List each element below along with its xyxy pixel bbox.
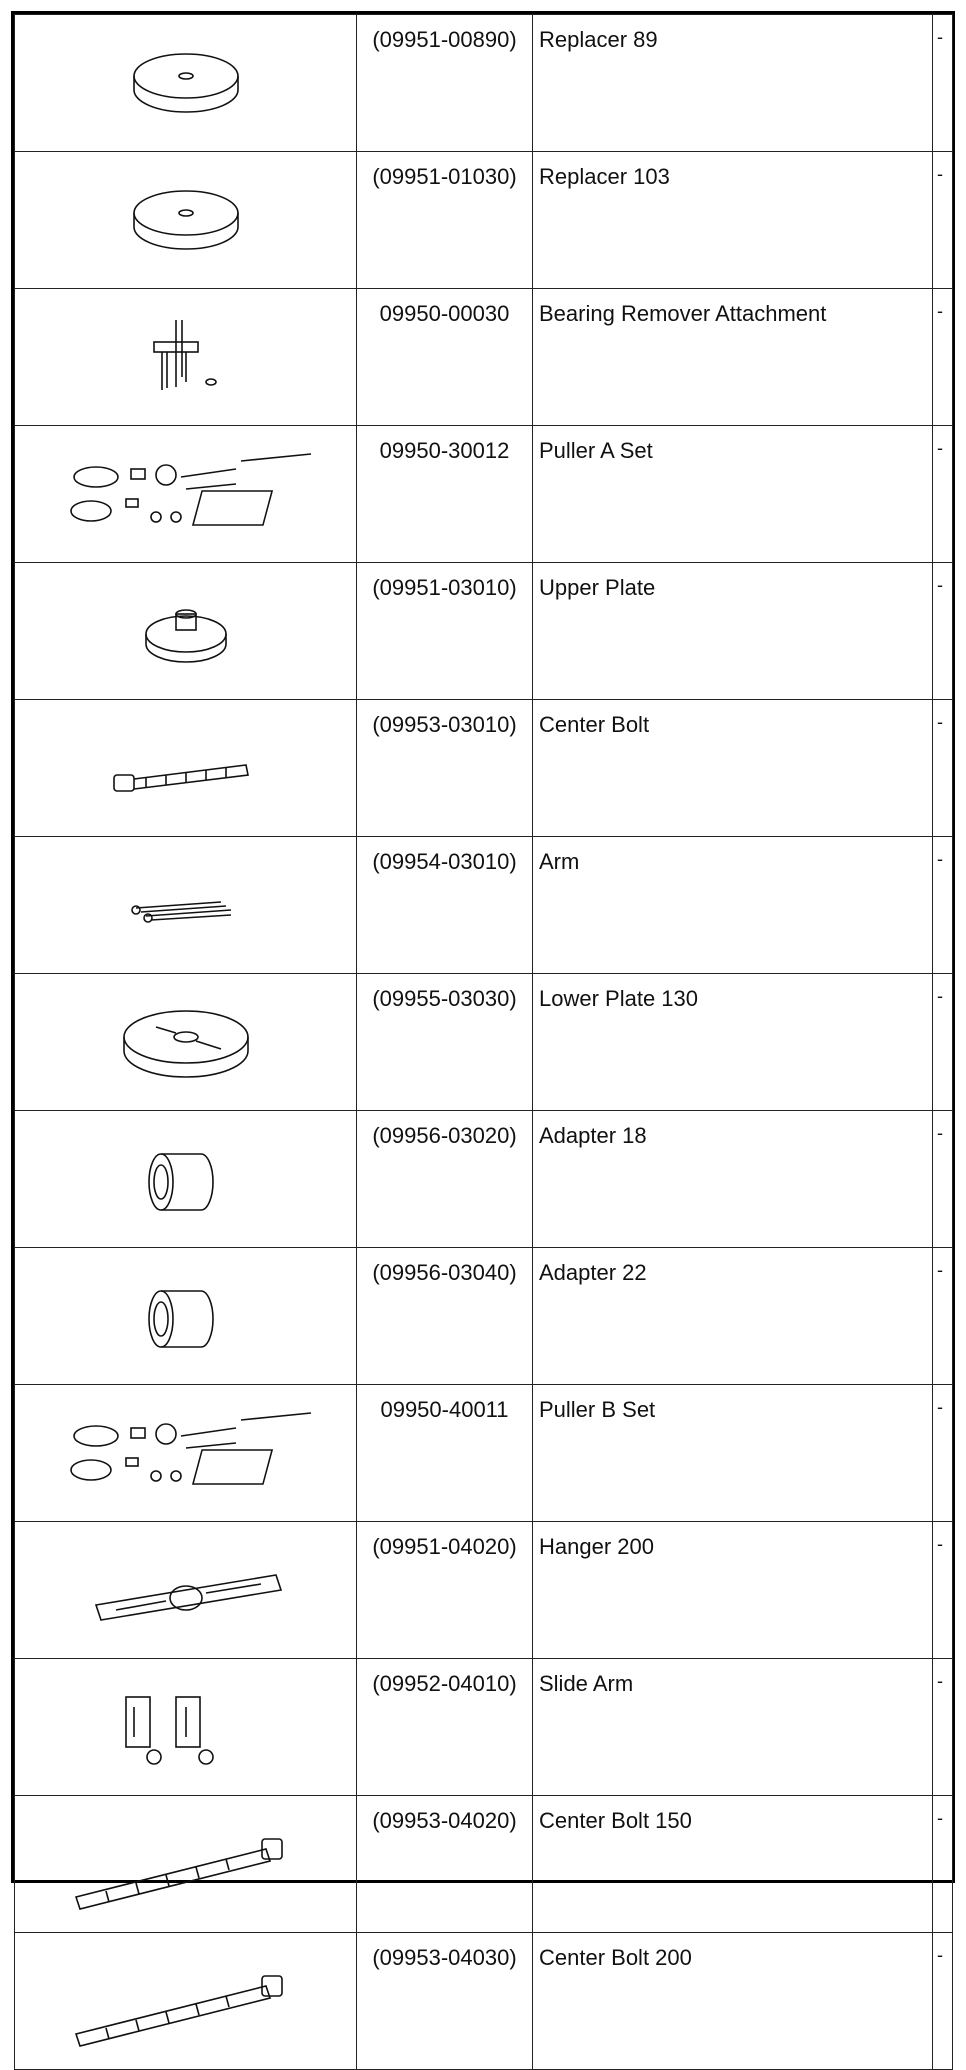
replacer-disc-icon	[15, 28, 356, 138]
table-row	[15, 837, 953, 974]
tool-illustration-cell	[15, 1522, 357, 1659]
tool-illustration-cell	[15, 1248, 357, 1385]
part-number: (09953-04020)	[357, 1796, 533, 1933]
tool-name: Arm	[533, 837, 933, 974]
part-number: (09955-03030)	[357, 974, 533, 1111]
remark: -	[933, 1248, 953, 1385]
remark: -	[933, 289, 953, 426]
tool-name: Center Bolt	[533, 700, 933, 837]
part-number: 09950-00030	[357, 289, 533, 426]
tool-name: Puller A Set	[533, 426, 933, 563]
part-number: (09951-01030)	[357, 152, 533, 289]
table-row	[15, 700, 953, 837]
tool-name: Replacer 103	[533, 152, 933, 289]
remark: -	[933, 1933, 953, 2070]
tool-name: Center Bolt 150	[533, 1796, 933, 1933]
tool-name: Slide Arm	[533, 1659, 933, 1796]
table-row	[15, 426, 953, 563]
table-row	[15, 1248, 953, 1385]
long-bolt-icon	[15, 1946, 356, 2056]
table-row	[15, 152, 953, 289]
tool-illustration-cell	[15, 1111, 357, 1248]
adapter-icon	[15, 1124, 356, 1234]
remark: -	[933, 426, 953, 563]
part-number: (09951-04020)	[357, 1522, 533, 1659]
tool-illustration-cell	[15, 152, 357, 289]
tool-illustration-cell	[15, 974, 357, 1111]
long-bolt-icon	[15, 1809, 356, 1919]
special-tools-table	[14, 14, 953, 2070]
tool-name: Hanger 200	[533, 1522, 933, 1659]
part-number: (09956-03040)	[357, 1248, 533, 1385]
tool-name: Replacer 89	[533, 15, 933, 152]
remark: -	[933, 563, 953, 700]
part-number: 09950-40011	[357, 1385, 533, 1522]
tool-illustration-cell	[15, 1659, 357, 1796]
table-row	[15, 1385, 953, 1522]
puller-set-icon	[15, 439, 356, 549]
table-row	[15, 1522, 953, 1659]
tool-illustration-cell	[15, 837, 357, 974]
table-row	[15, 1111, 953, 1248]
slide-arm-icon	[15, 1672, 356, 1782]
tool-name: Center Bolt 200	[533, 1933, 933, 2070]
remark: -	[933, 1522, 953, 1659]
tool-illustration-cell	[15, 426, 357, 563]
remark: -	[933, 1111, 953, 1248]
table-row	[15, 15, 953, 152]
tool-name: Puller B Set	[533, 1385, 933, 1522]
remark: -	[933, 15, 953, 152]
table-row	[15, 1659, 953, 1796]
table-row	[15, 289, 953, 426]
adapter-icon	[15, 1261, 356, 1371]
remark: -	[933, 837, 953, 974]
part-number: (09952-04010)	[357, 1659, 533, 1796]
table-row	[15, 1933, 953, 2070]
part-number: (09954-03010)	[357, 837, 533, 974]
tool-name: Upper Plate	[533, 563, 933, 700]
tool-illustration-cell	[15, 15, 357, 152]
tool-name: Bearing Remover Attachment	[533, 289, 933, 426]
hanger-icon	[15, 1535, 356, 1645]
upper-plate-icon	[15, 576, 356, 686]
tool-illustration-cell	[15, 1796, 357, 1933]
bolt-icon	[15, 713, 356, 823]
tool-illustration-cell	[15, 700, 357, 837]
remark: -	[933, 1659, 953, 1796]
lower-plate-icon	[15, 987, 356, 1097]
remark: -	[933, 974, 953, 1111]
part-number: (09953-04030)	[357, 1933, 533, 2070]
part-number: (09951-00890)	[357, 15, 533, 152]
remark: -	[933, 1796, 953, 1933]
tool-illustration-cell	[15, 1385, 357, 1522]
remark: -	[933, 700, 953, 837]
tool-illustration-cell	[15, 289, 357, 426]
table-row	[15, 563, 953, 700]
tool-name: Adapter 18	[533, 1111, 933, 1248]
tool-list-sheet	[11, 11, 955, 1970]
tool-illustration-cell	[15, 563, 357, 700]
part-number: (09951-03010)	[357, 563, 533, 700]
tool-name: Adapter 22	[533, 1248, 933, 1385]
puller-set-icon	[15, 1398, 356, 1508]
table-row	[15, 974, 953, 1111]
replacer-disc-icon	[15, 165, 356, 275]
part-number: (09953-03010)	[357, 700, 533, 837]
part-number: 09950-30012	[357, 426, 533, 563]
remark: -	[933, 152, 953, 289]
arm-set-icon	[15, 850, 356, 960]
bearing-remover-icon	[15, 302, 356, 412]
part-number: (09956-03020)	[357, 1111, 533, 1248]
remark: -	[933, 1385, 953, 1522]
tool-illustration-cell	[15, 1933, 357, 2070]
tool-name: Lower Plate 130	[533, 974, 933, 1111]
table-row	[15, 1796, 953, 1933]
